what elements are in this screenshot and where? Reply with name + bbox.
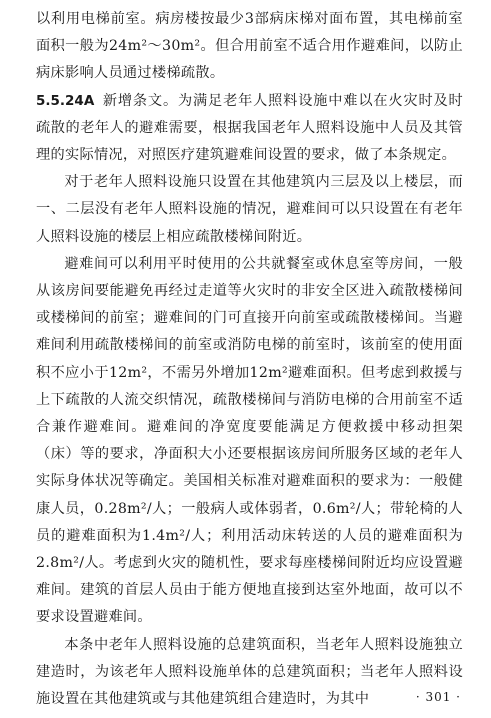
paragraph-text: 新增条文。为满足老年人照料设施中难以在火灾时及时疏散的老年人的避难需要，根据我国老年人照料设施中人员及其管理的实际情况，对照医疗建筑避难间设置的要求，做了本条规定。 (36, 92, 463, 164)
paragraph-text: 对于老年人照料设施只设置在其他建筑内三层及以上楼层，而一、二层没有老年人照料设施的情况，避难间可以只设置在有老年人照料设施的楼层上相应疏散楼梯间附近。 (36, 174, 463, 245)
paragraph-text: 本条中老年人照料设施的总建筑面积，当老年人照料设施独立建造时，为该老年人照料设施单体的总建筑面积；当老年人照料设施设置在其他建筑或与其他建筑组合建造时，为其中 (36, 636, 463, 708)
paragraph-text: 以利用电梯前室。病房楼按最少3部病床梯对面布置，其电梯前室面积一般为24m²～30m²。但合用前室不适合用作避难间，以防止病床影响人员通过楼梯疏散。 (36, 11, 463, 82)
paragraph-text: 避难间可以利用平时使用的公共就餐室或休息室等房间，一般从该房间要能避免再经过走道等火灾时的非安全区进入疏散楼梯间或楼梯间的前室；避难间的门可直接开向前室或疏散楼梯间。当避难间利用疏散楼梯间的前室或消防电梯的前室时，该前室的使用面积不应小于12m²，不需另外增加12m²避难面积。但考虑到救援与上下疏散的人流交织情况，疏散楼梯间与消防电梯的合用前室不适合兼作避难间。避难间的净宽度要能满足方便救援中移动担架（床）等的要求，净面积大小还要根据该房间所服务区域的老年人实际身体状况等确定。美国相关标准对避难面积的要求为：一般健康人员，0.28m²/人；一般病人或体弱者，0.6m²/人；带轮椅的人员的避难面积为1.4m²/人；利用活动床转送的人员的避难面积为2.8m²/人。考虑到火灾的随机性，要求每座楼梯间附近均应设置避难间。建筑的首层人员由于能方便地直接到达室外地面，故可以不要求设置避难间。 (36, 255, 463, 626)
paragraph-clause-5-5-24a (36, 88, 463, 170)
paragraph-total-area (36, 632, 463, 714)
clause-number: 5.5.24A (36, 92, 95, 109)
paragraph-upper-floors (36, 169, 463, 251)
paragraph-continuation (36, 6, 463, 88)
paragraph-refuge-room (36, 251, 463, 632)
page-number: · 301 · (415, 690, 461, 704)
